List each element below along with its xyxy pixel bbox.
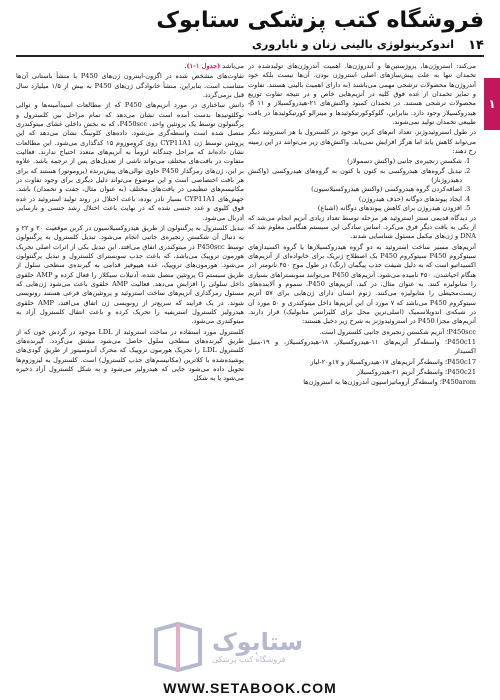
list-item: 5. افزودن هیدروژن برای کاهش پیوندهای دوگانه (اشباع) xyxy=(248,204,462,213)
right-column xyxy=(248,62,476,647)
list-item: 2. تبدیل گروه‌های هیدروکسی به کتون یا کتون به گروه‌های هیدروکسی (واکنش دهیدروژناز) xyxy=(248,167,462,186)
enzyme-item: P450c11؛ واسطه‌گر آنزیم‌های ۱۱-هیدروکسیلاز، ۱۸-هیدروکسیلاز، و ۱۹-متیل اکسیداز xyxy=(248,337,476,356)
paragraph: دانش ساختاری در مورد آنزیم‌های P450 که از مطالعات اسیدآمینه‌ها و توالی نوکلئوتیدها بدست آمده است نشان می‌دهد که تمام مراحل بین کلسترول و پرگننولون توسط یک پروتئین واحد، P450scc، که به بخش داخلی غشای میتوکندری متصل شده است واسطه‌گری می‌شود. داده‌های کلونینگ نشان می‌دهد که این پروتئین توسط ژن CYP11A1 روی کروموزوم ۱۵ کدگذاری می‌شود. این مطالعات نشان داده‌اند که مراحل چندگانه لزوماً به آنزیم‌های متعدد احتیاج ندارند. فعالیت متفاوت در بافت‌های مختلف می‌تواند ناشی از تعدیل‌های پس از ترجمه باشد. علاوه بر این، ژن‌های رمزگذار P450 حاوی توالی‌های پیش‌برنده (پروموتور) هستند که برای هر بافت اختصاصی است و این موضوع می‌تواند دلیل دیگری برای وجود تفاوت در مکانیسم‌های تنظیمی در بافت‌های مختلف (به عنوان مثال، جفت و تخمدان) باشد. جهش‌های CYP11A1 بسیار نادر بوده، باعث اختلال در روند تولید استروئید در غده فوق کلیوی و غدد جنسی شده که در نهایت باعث اختلال رشد جنسی و نارسایی آدرنال می‌شود. xyxy=(16,101,244,222)
paragraph: تبدیل کلسترول به پرگننولون از طریق هیدروکسیلاسیون در کربن موقعیت ۲۰ و ۲۲ و به دنبال آن شکستن زنجیره‌ی جانبی انجام می‌شود. تبدیل کلسترول به پرگننولون توسط P450scc در میتوکندری اتفاق می‌افتد. این تبدیل یکی از اثرات اصلی تحریک هورمون تروپیک می‌باشد، که باعث جذب سوبسترای کلسترول و تبدیل پرگننولون می‌شود. هورمون‌های تروپیک، غده هیپوفیز قدامی به گیرنده‌ی سطحی سلول از طریق سیستم G پروتئین متصل شده، آدنیلات سیکلاز را فعال کرده و AMP حلقوی داخل سلولی را افزایش می‌دهد. فعالیت AMP حلقوی باعث می‌شود ژن‌هایی که مسئول رمزگذاری آنزیم‌های ساخت استروئید و پروتئین‌های فرعی هستند رونویسی شوند. در یک فرایند که سریع‌تر از رونویسی ژن اتفاق می‌افتد، AMP حلقوی هیدرولیز کلسترول استریفیه را تحریک کرده و باعث انتقال کلسترول آزاد به میتوکندری می‌شود. xyxy=(16,223,244,326)
left-column xyxy=(16,62,244,647)
list-item: 4. ایجاد پیوندهای دوگانه (حذف هیدروژن) xyxy=(248,195,462,204)
watermark-brand: ستابوک xyxy=(212,628,304,656)
site-title: فروشگاه کتب پزشکی ستابوک xyxy=(156,8,484,33)
paragraph: کلسترول مورد استفاده در ساخت استروئید از LDL موجود در گردش خون که از طریق گیرنده‌های سطحی سلول حاصل می‌شود مشتق می‌گردد. گیرنده‌های کلسترول LDL را تحریک هورمون تروپیک که محرک آندوسیتوز از طریق گودی‌های پوشیده‌شده با کلاترین (مکانیسم‌های جذب کلسترول) است. کلسترول به لیزوزوم‌ها تحویل داده می‌شود جایی که هیدرولیز می‌شود و به شکل کلسترول آزاد ذخیره می‌شود یا به شکل xyxy=(16,327,244,383)
chapter-tab: ۱ xyxy=(484,78,500,130)
paragraph: در طول استروئیدوژنز، تعداد اتم‌های کربن موجود در کلسترول یا هر استروئید دیگر می‌تواند کاهش یابد اما هرگز افزایش نمی‌یابد. واکنش‌های زیر می‌توانند در این زمینه رخ دهند: xyxy=(248,128,476,156)
page-number: ۱۴ xyxy=(468,38,484,53)
paragraph: می‌کند: استروژن‌ها، پروژستین‌ها و آندروژن‌ها. اهمیت آندروژن‌های تولیدشده در تخمدان تنها به علت پیش‌سازهای اصلی استروژن بودن، آن‌ها نیست بلکه خود آندروژن‌ها محصولات ترشحی مهمی می‌باشند (به دارای اهمیت بالینی هستند. تفاوت و تمایز تخمدان از غده فوق کلیه در آنزیم‌هایی خاص و در نتیجه تفاوت توزیع محصولات ترشحی هستند. در تخمدان کمبود واکنش‌های ۲۱-هیدروکسیلاز و ۱۱ β-هیدروکسیلاز وجود دارد. بنابراین، گلوکوکورتیکوئیدها و مینرالو کورتیکوئیدها در بافت طبیعی تخمدان تولید نمی‌شوند. xyxy=(248,62,476,127)
enzyme-item: P450c21؛ واسطه‌گر آنزیم ۲۱-هیدروکسیلاز xyxy=(356,368,476,376)
enzyme-item: P450scc؛ آنزیم شکستن زنجیره‌ی جانبی کلسترول است. xyxy=(319,327,476,336)
reaction-list xyxy=(248,157,476,213)
watermark-tagline: فروشگاه کتب پزشکی xyxy=(212,655,286,664)
list-item: 3. اضافه‌کردن گروه هیدروکسی (واکنش هیدروکسیلاسیون) xyxy=(248,185,462,194)
table-reference: (جدول ۱-۱). xyxy=(184,62,221,70)
watermark-logo xyxy=(150,620,350,672)
paragraph xyxy=(16,62,244,71)
enzyme-item: P450arom؛ واسطه‌گر آروماتیزاسیون آندروژن‌ها به استروژن‌ها xyxy=(303,378,476,387)
header-rule xyxy=(16,55,484,57)
enzyme-item: P450c17؛ واسطه‌گر آنزیم‌های ۱۷-هیدروکسیلاز و ۱۷و۲۰-لیاز xyxy=(310,357,476,366)
paragraph-text: می‌باشد xyxy=(222,62,244,70)
book-logo-icon xyxy=(150,620,206,672)
chapter-title: اندوکرینولوژی بالینی زنان و ناباروری xyxy=(251,38,454,51)
footer-url: WWW.SETABOOK.COM xyxy=(0,676,500,700)
paragraph: تفاوت‌های مشخص شده در اگزون-اینترون ژن‌های P450 با منشأ باستانی آن‌ها متناسب است. بنابراین، منشأ خانوادگی ژن‌های P450 به بیش از ۱/۵ میلیارد سال قبل برمی‌گردد. xyxy=(16,72,244,100)
page-header xyxy=(16,8,484,54)
paragraph: آنزیم‌های مسیر ساخت استروئید به دو گروه هیدروکسیلازها یا گروه اکسیدازهای سیتوکروم P450 سیتوکروم P450 یک اصطلاح ژنریک برای خانواده‌ای از آنزیم‌های اکسیداتیو است که به دلیل شیفت جذب پیگمان (رنگ) در طول موج ۴۵۰ نانومتر (در هنگام احیاشدن، ۴۵۰ نامیده می‌شود. آنزیم‌های P450 می‌توانند سوبستراهای بسیاری را متابولیزه کنند. به عنوان مثال، در کبد، آنزیم‌های P450، سموم و آلاینده‌های زیست‌محیطی را متابولیزه می‌کنند. ژنوم انسان دارای ژن‌هایی برای ۵۷ آنزیم سیتوکروم P450 می‌باشد که ۷ مورد آن این آنزیم‌ها داخل میتوکندری و ۵۰ مورد آن در شبکه‌ی اندوپلاسمیک (اسلی‌ترین محل برای کلیرانس متابولیک) قرار دارند. آنزیم‌های مجزا P450 در استروئیدوژنز به شرح زیر دخیل هستند: xyxy=(248,242,476,326)
paragraph: در دیدگاه قدیمی سنتز استروئید هر مرحله توسط تعداد زیادی آنزیم انجام می‌شد که از یکی به بافت دیگر فرق می‌کرد. اساس سادگی این سیستم هنگامی معلوم شد که DNA و ژن‌های مکمل مسئول شناسایی شدند. xyxy=(248,213,476,241)
list-item: 1. شکستن زنجیره‌ی جانبی (واکنش دسمولاز) xyxy=(248,157,462,166)
